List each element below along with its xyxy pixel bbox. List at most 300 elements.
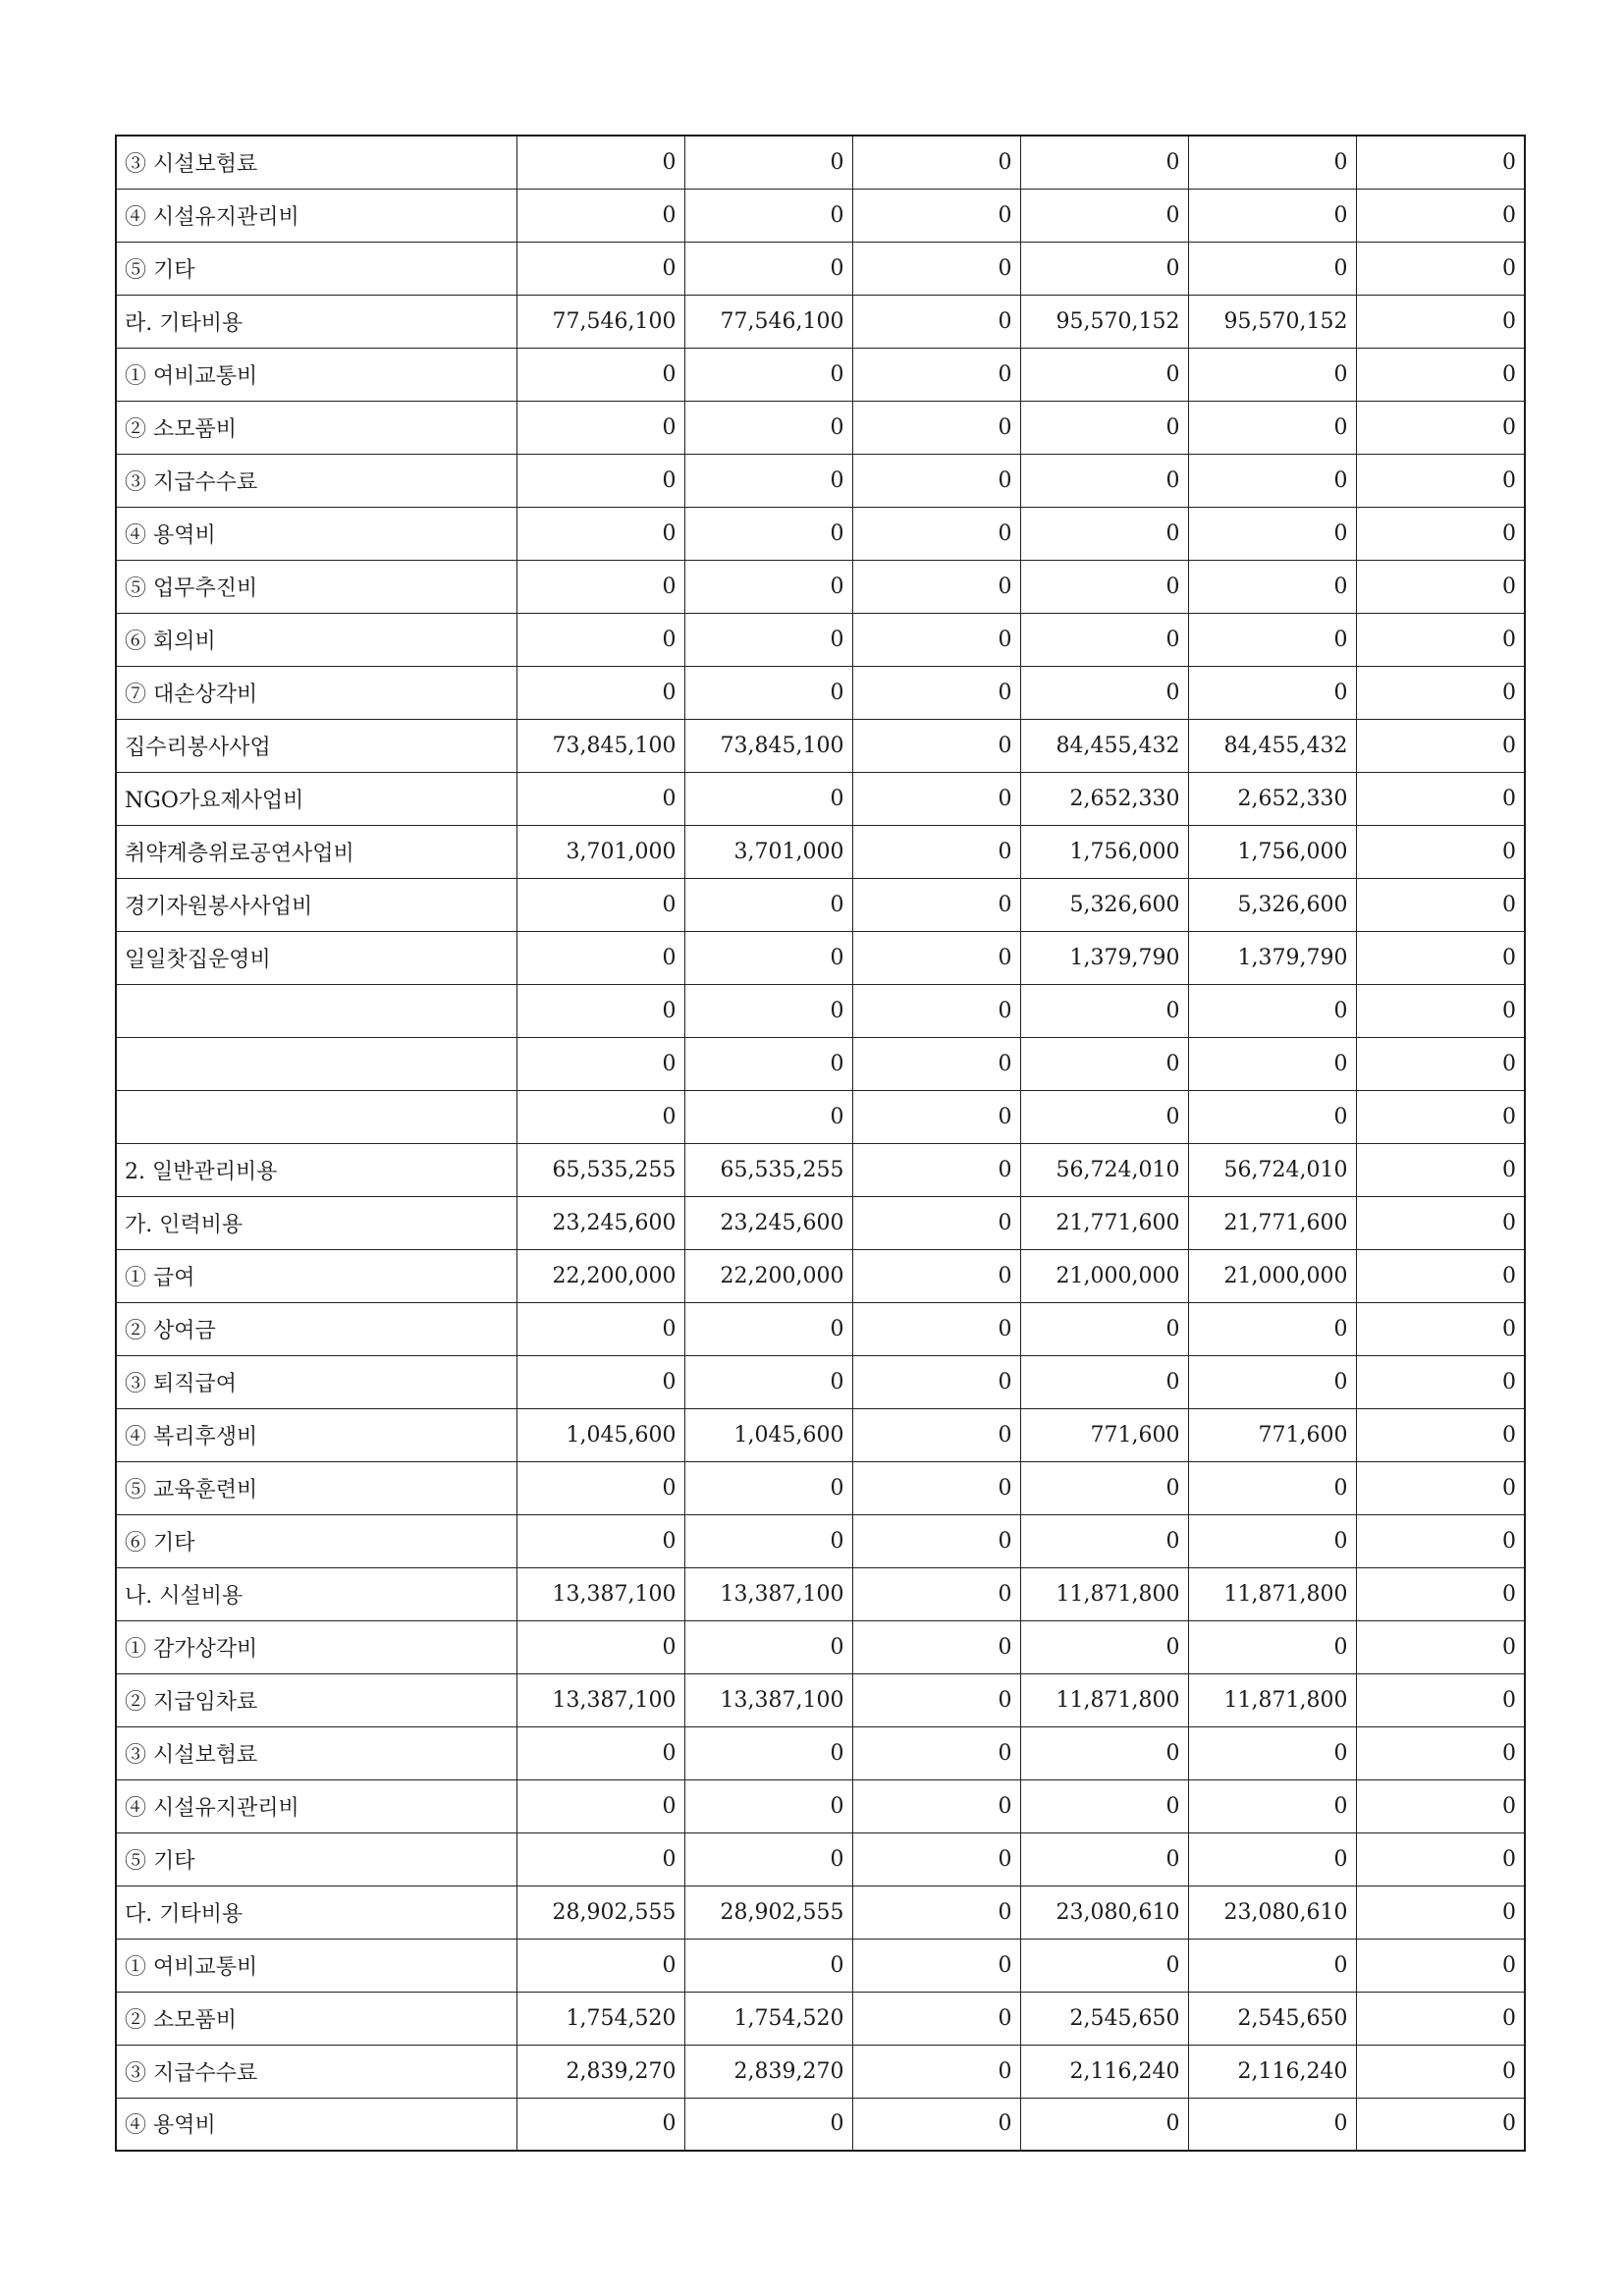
amount-cell: 23,080,610: [1020, 1886, 1188, 1939]
amount-cell: 0: [852, 1249, 1020, 1302]
amount-cell: 0: [1356, 1196, 1525, 1249]
table-row: [116, 189, 1525, 242]
amount-cell: 0: [852, 1832, 1020, 1886]
amount-cell: 0: [1356, 1992, 1525, 2045]
amount-cell: 0: [1188, 1355, 1356, 1408]
amount-cell: 0: [1188, 507, 1356, 560]
amount-cell: 0: [1356, 560, 1525, 613]
amount-cell: 0: [1188, 984, 1356, 1037]
amount-cell: 0: [516, 1037, 684, 1090]
amount-cell: 0: [1020, 1779, 1188, 1832]
amount-cell: 0: [684, 984, 852, 1037]
amount-cell: 0: [1020, 507, 1188, 560]
amount-cell: 65,535,255: [684, 1143, 852, 1196]
amount-cell: 56,724,010: [1020, 1143, 1188, 1196]
table-row: [116, 1037, 1525, 1090]
amount-cell: 0: [852, 1302, 1020, 1355]
expense-table: [115, 135, 1526, 2152]
amount-cell: 0: [684, 1939, 852, 1992]
amount-cell: 0: [1356, 507, 1525, 560]
amount-cell: 0: [1356, 401, 1525, 454]
amount-cell: 0: [852, 878, 1020, 931]
row-label-cell: ③ 지급수수료: [116, 454, 516, 507]
amount-cell: 0: [1020, 1355, 1188, 1408]
table-row: [116, 1832, 1525, 1886]
amount-cell: 0: [1188, 1514, 1356, 1567]
amount-cell: 0: [852, 1620, 1020, 1673]
table-row: [116, 613, 1525, 666]
table-row: [116, 454, 1525, 507]
amount-cell: 0: [1020, 1726, 1188, 1779]
row-label-cell: ④ 복리후생비: [116, 1408, 516, 1461]
amount-cell: 0: [1356, 2045, 1525, 2098]
amount-cell: 0: [516, 878, 684, 931]
amount-cell: 0: [852, 1673, 1020, 1726]
amount-cell: 0: [684, 136, 852, 189]
table-row: [116, 1302, 1525, 1355]
amount-cell: 28,902,555: [684, 1886, 852, 1939]
row-label-cell: ⑤ 교육훈련비: [116, 1461, 516, 1514]
row-label-cell: ① 여비교통비: [116, 348, 516, 401]
amount-cell: 0: [1356, 1673, 1525, 1726]
amount-cell: 0: [684, 242, 852, 295]
amount-cell: 0: [1356, 1355, 1525, 1408]
amount-cell: 0: [852, 1143, 1020, 1196]
amount-cell: 0: [1356, 1143, 1525, 1196]
row-label-cell: [116, 1090, 516, 1143]
table-row: [116, 878, 1525, 931]
amount-cell: 1,754,520: [684, 1992, 852, 2045]
table-row: [116, 1355, 1525, 1408]
amount-cell: 22,200,000: [516, 1249, 684, 1302]
amount-cell: 0: [516, 1939, 684, 1992]
amount-cell: 0: [1188, 1090, 1356, 1143]
amount-cell: 0: [1188, 1832, 1356, 1886]
table-row: [116, 1620, 1525, 1673]
amount-cell: 0: [1020, 1090, 1188, 1143]
amount-cell: 0: [852, 242, 1020, 295]
amount-cell: 0: [1356, 1037, 1525, 1090]
amount-cell: 0: [852, 825, 1020, 878]
amount-cell: 0: [852, 1090, 1020, 1143]
table-row: [116, 1673, 1525, 1726]
amount-cell: 0: [852, 1992, 1020, 2045]
amount-cell: 23,080,610: [1188, 1886, 1356, 1939]
amount-cell: 0: [1020, 1620, 1188, 1673]
amount-cell: 0: [684, 560, 852, 613]
amount-cell: 21,771,600: [1188, 1196, 1356, 1249]
amount-cell: 0: [1356, 1939, 1525, 1992]
amount-cell: 0: [684, 1461, 852, 1514]
amount-cell: 0: [684, 507, 852, 560]
amount-cell: 0: [1188, 666, 1356, 719]
amount-cell: 2,839,270: [684, 2045, 852, 2098]
amount-cell: 0: [684, 1832, 852, 1886]
amount-cell: 0: [684, 931, 852, 984]
amount-cell: 0: [516, 242, 684, 295]
amount-cell: 0: [516, 454, 684, 507]
amount-cell: 0: [1356, 719, 1525, 772]
amount-cell: 13,387,100: [516, 1567, 684, 1620]
row-label-cell: ② 지급임차료: [116, 1673, 516, 1726]
amount-cell: 0: [684, 1726, 852, 1779]
amount-cell: 0: [684, 1037, 852, 1090]
amount-cell: 0: [684, 1302, 852, 1355]
amount-cell: 0: [852, 1779, 1020, 1832]
row-label-cell: ② 상여금: [116, 1302, 516, 1355]
amount-cell: 0: [684, 1779, 852, 1832]
row-label-cell: ⑤ 기타: [116, 242, 516, 295]
amount-cell: 771,600: [1020, 1408, 1188, 1461]
table-row: [116, 1408, 1525, 1461]
amount-cell: 22,200,000: [684, 1249, 852, 1302]
row-label-cell: ④ 시설유지관리비: [116, 189, 516, 242]
amount-cell: 0: [852, 772, 1020, 825]
amount-cell: 0: [684, 401, 852, 454]
expense-table-body: [116, 136, 1525, 2151]
amount-cell: 0: [852, 295, 1020, 348]
amount-cell: 0: [1020, 613, 1188, 666]
row-label-cell: ⑥ 회의비: [116, 613, 516, 666]
amount-cell: 0: [516, 136, 684, 189]
row-label-cell: ① 급여: [116, 1249, 516, 1302]
table-row: [116, 136, 1525, 189]
amount-cell: 0: [516, 1514, 684, 1567]
amount-cell: 3,701,000: [684, 825, 852, 878]
amount-cell: 0: [852, 931, 1020, 984]
amount-cell: 0: [852, 136, 1020, 189]
amount-cell: 11,871,800: [1020, 1567, 1188, 1620]
amount-cell: 0: [852, 1196, 1020, 1249]
amount-cell: 11,871,800: [1188, 1567, 1356, 1620]
table-row: [116, 772, 1525, 825]
row-label-cell: 가. 인력비용: [116, 1196, 516, 1249]
amount-cell: 0: [852, 1886, 1020, 1939]
amount-cell: 0: [516, 1620, 684, 1673]
amount-cell: 2,545,650: [1188, 1992, 1356, 2045]
amount-cell: 0: [516, 613, 684, 666]
amount-cell: 0: [1356, 825, 1525, 878]
amount-cell: 0: [516, 560, 684, 613]
amount-cell: 0: [1356, 1514, 1525, 1567]
table-row: [116, 1249, 1525, 1302]
amount-cell: 11,871,800: [1020, 1673, 1188, 1726]
amount-cell: 21,000,000: [1188, 1249, 1356, 1302]
amount-cell: 2,652,330: [1020, 772, 1188, 825]
row-label-cell: ③ 퇴직급여: [116, 1355, 516, 1408]
amount-cell: 0: [1020, 2098, 1188, 2151]
row-label-cell: ① 여비교통비: [116, 1939, 516, 1992]
amount-cell: 0: [852, 1514, 1020, 1567]
row-label-cell: ④ 용역비: [116, 507, 516, 560]
amount-cell: 5,326,600: [1188, 878, 1356, 931]
row-label-cell: 일일찻집운영비: [116, 931, 516, 984]
table-row: [116, 1196, 1525, 1249]
row-label-cell: ③ 시설보험료: [116, 136, 516, 189]
amount-cell: 0: [1188, 401, 1356, 454]
amount-cell: 0: [852, 1355, 1020, 1408]
amount-cell: 0: [852, 613, 1020, 666]
table-row: [116, 507, 1525, 560]
amount-cell: 0: [852, 1939, 1020, 1992]
amount-cell: 1,379,790: [1020, 931, 1188, 984]
amount-cell: 0: [1356, 1302, 1525, 1355]
amount-cell: 0: [1356, 242, 1525, 295]
table-row: [116, 931, 1525, 984]
table-row: [116, 984, 1525, 1037]
table-row: [116, 1567, 1525, 1620]
amount-cell: 0: [1188, 1302, 1356, 1355]
amount-cell: 1,379,790: [1188, 931, 1356, 984]
row-label-cell: ⑤ 기타: [116, 1832, 516, 1886]
amount-cell: 0: [1020, 136, 1188, 189]
amount-cell: 0: [1356, 1779, 1525, 1832]
table-row: [116, 1090, 1525, 1143]
amount-cell: 95,570,152: [1188, 295, 1356, 348]
amount-cell: 0: [516, 1090, 684, 1143]
table-row: [116, 1939, 1525, 1992]
amount-cell: 0: [516, 2098, 684, 2151]
amount-cell: 0: [1020, 348, 1188, 401]
amount-cell: 0: [1020, 560, 1188, 613]
amount-cell: 0: [1356, 136, 1525, 189]
row-label-cell: ④ 시설유지관리비: [116, 1779, 516, 1832]
table-row: [116, 401, 1525, 454]
amount-cell: 0: [852, 401, 1020, 454]
amount-cell: 0: [1188, 1620, 1356, 1673]
amount-cell: 0: [1356, 1726, 1525, 1779]
amount-cell: 0: [516, 348, 684, 401]
amount-cell: 0: [516, 1726, 684, 1779]
amount-cell: 2,545,650: [1020, 1992, 1188, 2045]
amount-cell: 0: [684, 613, 852, 666]
amount-cell: 1,045,600: [684, 1408, 852, 1461]
amount-cell: 0: [852, 1461, 1020, 1514]
amount-cell: 0: [516, 401, 684, 454]
amount-cell: 0: [516, 772, 684, 825]
amount-cell: 0: [1020, 1514, 1188, 1567]
row-label-cell: 집수리봉사사업: [116, 719, 516, 772]
amount-cell: 2,116,240: [1020, 2045, 1188, 2098]
amount-cell: 0: [684, 1355, 852, 1408]
row-label-cell: ⑦ 대손상각비: [116, 666, 516, 719]
amount-cell: 0: [1188, 1461, 1356, 1514]
amount-cell: 0: [684, 2098, 852, 2151]
amount-cell: 0: [684, 189, 852, 242]
amount-cell: 0: [1188, 136, 1356, 189]
table-row: [116, 295, 1525, 348]
table-row: [116, 719, 1525, 772]
amount-cell: 0: [852, 507, 1020, 560]
amount-cell: 0: [1188, 348, 1356, 401]
amount-cell: 0: [516, 666, 684, 719]
row-label-cell: ④ 용역비: [116, 2098, 516, 2151]
row-label-cell: ② 소모품비: [116, 1992, 516, 2045]
amount-cell: 73,845,100: [684, 719, 852, 772]
amount-cell: 0: [1020, 454, 1188, 507]
amount-cell: 11,871,800: [1188, 1673, 1356, 1726]
amount-cell: 0: [1356, 878, 1525, 931]
table-row: [116, 1143, 1525, 1196]
amount-cell: 0: [1356, 1249, 1525, 1302]
amount-cell: 23,245,600: [684, 1196, 852, 1249]
amount-cell: 0: [852, 189, 1020, 242]
amount-cell: 0: [1356, 931, 1525, 984]
amount-cell: 0: [1356, 1567, 1525, 1620]
table-row: [116, 666, 1525, 719]
amount-cell: 0: [1020, 1302, 1188, 1355]
amount-cell: 5,326,600: [1020, 878, 1188, 931]
amount-cell: 77,546,100: [516, 295, 684, 348]
row-label-cell: ① 감가상각비: [116, 1620, 516, 1673]
amount-cell: 0: [684, 348, 852, 401]
amount-cell: 0: [852, 560, 1020, 613]
amount-cell: 0: [1020, 984, 1188, 1037]
amount-cell: 73,845,100: [516, 719, 684, 772]
amount-cell: 0: [852, 1726, 1020, 1779]
amount-cell: 1,756,000: [1188, 825, 1356, 878]
amount-cell: 56,724,010: [1188, 1143, 1356, 1196]
amount-cell: 0: [852, 1037, 1020, 1090]
table-row: [116, 242, 1525, 295]
amount-cell: 0: [1188, 242, 1356, 295]
amount-cell: 0: [1188, 1726, 1356, 1779]
amount-cell: 0: [516, 1779, 684, 1832]
amount-cell: 65,535,255: [516, 1143, 684, 1196]
amount-cell: 0: [1356, 984, 1525, 1037]
amount-cell: 0: [516, 931, 684, 984]
amount-cell: 95,570,152: [1020, 295, 1188, 348]
amount-cell: 0: [852, 454, 1020, 507]
amount-cell: 1,045,600: [516, 1408, 684, 1461]
row-label-cell: [116, 1037, 516, 1090]
amount-cell: 0: [516, 1461, 684, 1514]
amount-cell: 13,387,100: [516, 1673, 684, 1726]
table-row: [116, 348, 1525, 401]
amount-cell: 0: [1020, 1037, 1188, 1090]
amount-cell: 0: [516, 984, 684, 1037]
amount-cell: 28,902,555: [516, 1886, 684, 1939]
amount-cell: 0: [684, 1514, 852, 1567]
amount-cell: 13,387,100: [684, 1567, 852, 1620]
amount-cell: 0: [1188, 454, 1356, 507]
amount-cell: 0: [1188, 1779, 1356, 1832]
amount-cell: 23,245,600: [516, 1196, 684, 1249]
amount-cell: 0: [1356, 1886, 1525, 1939]
amount-cell: 0: [516, 1355, 684, 1408]
amount-cell: 0: [852, 2098, 1020, 2151]
amount-cell: 1,756,000: [1020, 825, 1188, 878]
row-label-cell: ③ 지급수수료: [116, 2045, 516, 2098]
table-row: [116, 1886, 1525, 1939]
amount-cell: 0: [852, 984, 1020, 1037]
table-row: [116, 1726, 1525, 1779]
amount-cell: 0: [1356, 1090, 1525, 1143]
table-row: [116, 825, 1525, 878]
amount-cell: 0: [684, 1620, 852, 1673]
amount-cell: 0: [1020, 1832, 1188, 1886]
amount-cell: 21,000,000: [1020, 1249, 1188, 1302]
row-label-cell: ③ 시설보험료: [116, 1726, 516, 1779]
amount-cell: 771,600: [1188, 1408, 1356, 1461]
amount-cell: 2,839,270: [516, 2045, 684, 2098]
amount-cell: 0: [684, 454, 852, 507]
amount-cell: 77,546,100: [684, 295, 852, 348]
amount-cell: 2,652,330: [1188, 772, 1356, 825]
table-row: [116, 1461, 1525, 1514]
row-label-cell: 라. 기타비용: [116, 295, 516, 348]
amount-cell: 84,455,432: [1020, 719, 1188, 772]
row-label-cell: 다. 기타비용: [116, 1886, 516, 1939]
amount-cell: 0: [516, 507, 684, 560]
amount-cell: 0: [1020, 401, 1188, 454]
amount-cell: 0: [852, 666, 1020, 719]
amount-cell: 0: [852, 348, 1020, 401]
amount-cell: 0: [852, 1408, 1020, 1461]
amount-cell: 0: [1356, 666, 1525, 719]
amount-cell: 0: [1188, 613, 1356, 666]
amount-cell: 0: [1020, 666, 1188, 719]
amount-cell: 0: [1020, 1461, 1188, 1514]
amount-cell: 0: [1356, 2098, 1525, 2151]
amount-cell: 84,455,432: [1188, 719, 1356, 772]
amount-cell: 0: [1356, 1620, 1525, 1673]
amount-cell: 0: [1188, 1939, 1356, 1992]
amount-cell: 0: [852, 1567, 1020, 1620]
amount-cell: 0: [1356, 348, 1525, 401]
amount-cell: 0: [1188, 2098, 1356, 2151]
amount-cell: 0: [1356, 772, 1525, 825]
row-label-cell: [116, 984, 516, 1037]
amount-cell: 0: [852, 2045, 1020, 2098]
amount-cell: 0: [1020, 189, 1188, 242]
amount-cell: 0: [1356, 613, 1525, 666]
row-label-cell: 나. 시설비용: [116, 1567, 516, 1620]
amount-cell: 0: [1020, 1939, 1188, 1992]
row-label-cell: ② 소모품비: [116, 401, 516, 454]
row-label-cell: 경기자원봉사사업비: [116, 878, 516, 931]
table-row: [116, 1779, 1525, 1832]
amount-cell: 0: [684, 1090, 852, 1143]
amount-cell: 0: [1356, 189, 1525, 242]
amount-cell: 0: [684, 878, 852, 931]
amount-cell: 0: [852, 719, 1020, 772]
amount-cell: 0: [684, 666, 852, 719]
table-row: [116, 560, 1525, 613]
amount-cell: 0: [1356, 1408, 1525, 1461]
row-label-cell: ⑤ 업무추진비: [116, 560, 516, 613]
amount-cell: 0: [1356, 295, 1525, 348]
row-label-cell: 취약계층위로공연사업비: [116, 825, 516, 878]
table-row: [116, 1992, 1525, 2045]
table-row: [116, 1514, 1525, 1567]
amount-cell: 0: [516, 1832, 684, 1886]
amount-cell: 1,754,520: [516, 1992, 684, 2045]
amount-cell: 0: [1356, 454, 1525, 507]
amount-cell: 21,771,600: [1020, 1196, 1188, 1249]
amount-cell: 0: [1188, 1037, 1356, 1090]
amount-cell: 0: [516, 189, 684, 242]
amount-cell: 0: [1188, 560, 1356, 613]
row-label-cell: ⑥ 기타: [116, 1514, 516, 1567]
amount-cell: 2,116,240: [1188, 2045, 1356, 2098]
amount-cell: 0: [1356, 1832, 1525, 1886]
amount-cell: 0: [684, 772, 852, 825]
amount-cell: 3,701,000: [516, 825, 684, 878]
amount-cell: 13,387,100: [684, 1673, 852, 1726]
amount-cell: 0: [1356, 1461, 1525, 1514]
row-label-cell: 2. 일반관리비용: [116, 1143, 516, 1196]
